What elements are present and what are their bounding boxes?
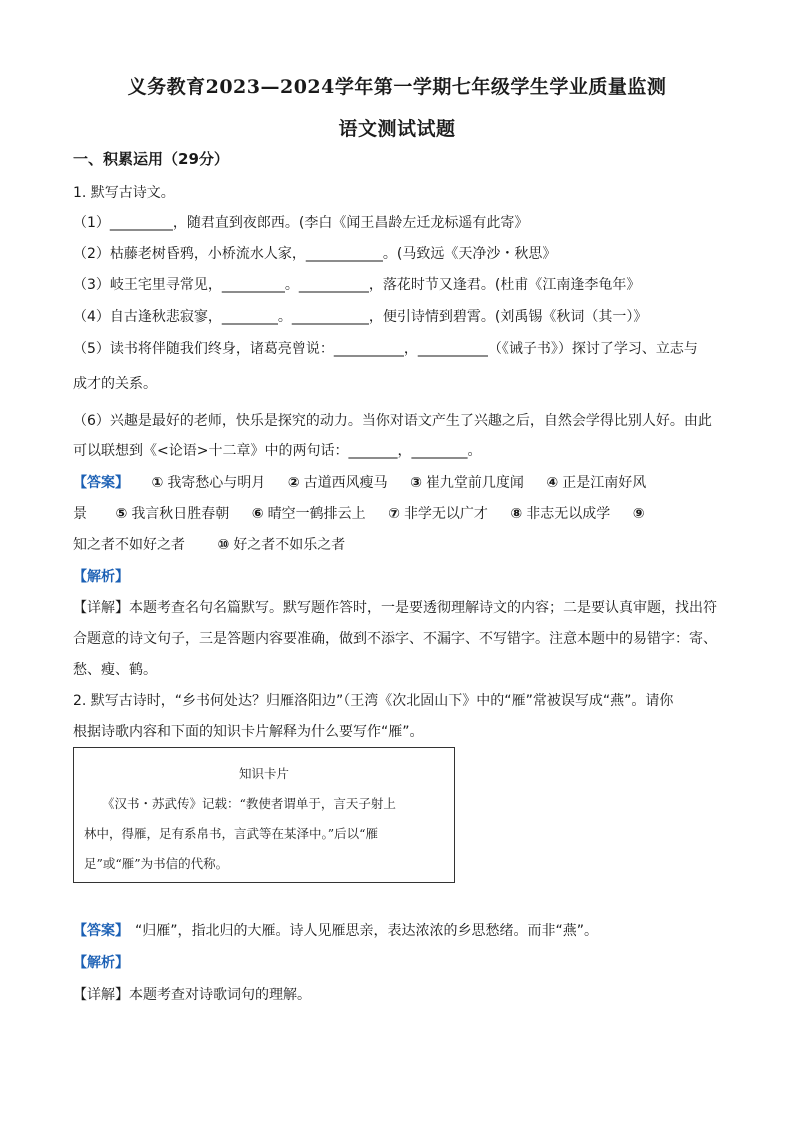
question-2-stem: 2. 默写古诗时，“乡书何处达？归雁洛阳边”（王湾《次北固山下》中的“雁”常被误写成“燕”。请你 xyxy=(73,693,674,709)
answer-number: ⑨ xyxy=(632,506,645,522)
question-1-item: （4）自古逢秋悲寂寥，________。___________，便引诗情到碧霄。(刘禹锡《秋词（其一）》 xyxy=(73,309,648,325)
question-2-stem: 根据诗歌内容和下面的知识卡片解释为什么要写作“雁”。 xyxy=(73,724,424,740)
answer-number: ④ xyxy=(546,475,559,491)
question-1-item: （1）_________，随君直到夜郎西。(李白《闻王昌龄左迁龙标遥有此寄》 xyxy=(73,215,529,231)
knowledge-card-line: 林中，得雁，足有系帛书，言武等在某泽中。”后以“雁 xyxy=(84,826,379,841)
analysis-label: 【解析】 xyxy=(73,569,129,585)
knowledge-card-title: 知识卡片 xyxy=(238,766,289,781)
analysis-label: 【解析】 xyxy=(73,955,129,971)
detail-label: 【详解】 xyxy=(73,600,129,616)
answer-text: 古道西风瘦马 xyxy=(303,475,388,491)
answer-text: 非志无以成学 xyxy=(526,506,611,522)
question-1-item: 成才的关系。 xyxy=(73,376,157,392)
answer-text: 我言秋日胜春朝 xyxy=(131,506,230,522)
answer-text: “归雁”，指北归的大雁。诗人见雁思亲，表达浓浓的乡思愁绪。而非“燕”。 xyxy=(135,923,599,939)
answer-number: ⑩ xyxy=(217,537,230,553)
answer-text: 好之者不如乐之者 xyxy=(233,537,346,553)
detail-line: 合题意的诗文句子，三是答题内容要准确，做到不添字、不漏字、不写错字。注意本题中的易错字：寄、 xyxy=(73,631,717,647)
answer-number: ⑤ xyxy=(115,506,128,522)
knowledge-card-line: 《汉书・苏武传》记载：“教使者谓单于，言天子射上 xyxy=(102,796,396,811)
answer-text: 晴空一鹤排云上 xyxy=(267,506,366,522)
question-1-item: （2）枯藤老树昏鸦，小桥流水人家，___________。(马致远《天净沙・秋思》 xyxy=(73,246,557,262)
answer-number: ⑦ xyxy=(388,506,400,522)
page-title: 义务教育2023—2024学年第一学期七年级学生学业质量监测 xyxy=(127,76,667,98)
knowledge-card-line: 足”或“雁”为书信的代称。 xyxy=(84,856,229,871)
answer-row xyxy=(73,474,646,492)
question-1-item: （5）读书将伴随我们终身，诸葛亮曾说：__________，__________（《诫子书》）探讨了学习、立志与 xyxy=(73,341,698,357)
answer-text: 我寄愁心与明月 xyxy=(167,475,266,491)
answer-number: ① xyxy=(151,475,164,491)
question-1-item: （3）岐王宅里寻常见，_________。__________，落花时节又逢君。(杜甫《江南逢李龟年》 xyxy=(73,277,641,293)
knowledge-card xyxy=(73,747,455,883)
section-heading: 一、积累运用（29分） xyxy=(73,150,229,168)
answer-label: 【答案】 xyxy=(73,475,129,491)
detail-text: 本题考查名句名篇默写。默写题作答时，一是要透彻理解诗文的内容；二是要认真审题，找出符 xyxy=(129,600,717,616)
question-1-stem: 1. 默写古诗文。 xyxy=(73,185,175,201)
answer-number: ③ xyxy=(410,475,422,491)
answer-number: ⑥ xyxy=(251,506,264,522)
question-1-item: 可以联想到《<论语>十二章》中的两句话：_______，________。 xyxy=(73,443,482,459)
page-subtitle: 语文测试试题 xyxy=(338,118,456,140)
detail-text: 本题考查对诗歌词句的理解。 xyxy=(129,987,311,1003)
answer-row xyxy=(73,536,345,554)
answer-text: 景 xyxy=(73,506,87,522)
answer-row xyxy=(73,922,598,940)
answer-number: ⑧ xyxy=(510,506,523,522)
answer-label: 【答案】 xyxy=(73,923,129,939)
answer-number: ② xyxy=(287,475,300,491)
answer-row xyxy=(73,505,649,523)
detail-line: 愁、瘦、鹤。 xyxy=(73,662,157,678)
answer-text: 知之者不如好之者 xyxy=(73,537,185,553)
answer-text: 非学无以广才 xyxy=(403,506,488,522)
question-1-item: （6）兴趣是最好的老师，快乐是探究的动力。当你对语文产生了兴趣之后，自然会学得比别人好。由此 xyxy=(73,413,712,429)
answer-text: 正是江南好风 xyxy=(562,475,647,491)
answer-text: 崔九堂前几度闻 xyxy=(425,475,524,491)
detail-line xyxy=(73,599,717,617)
detail-line xyxy=(73,986,311,1004)
detail-label: 【详解】 xyxy=(73,987,129,1003)
